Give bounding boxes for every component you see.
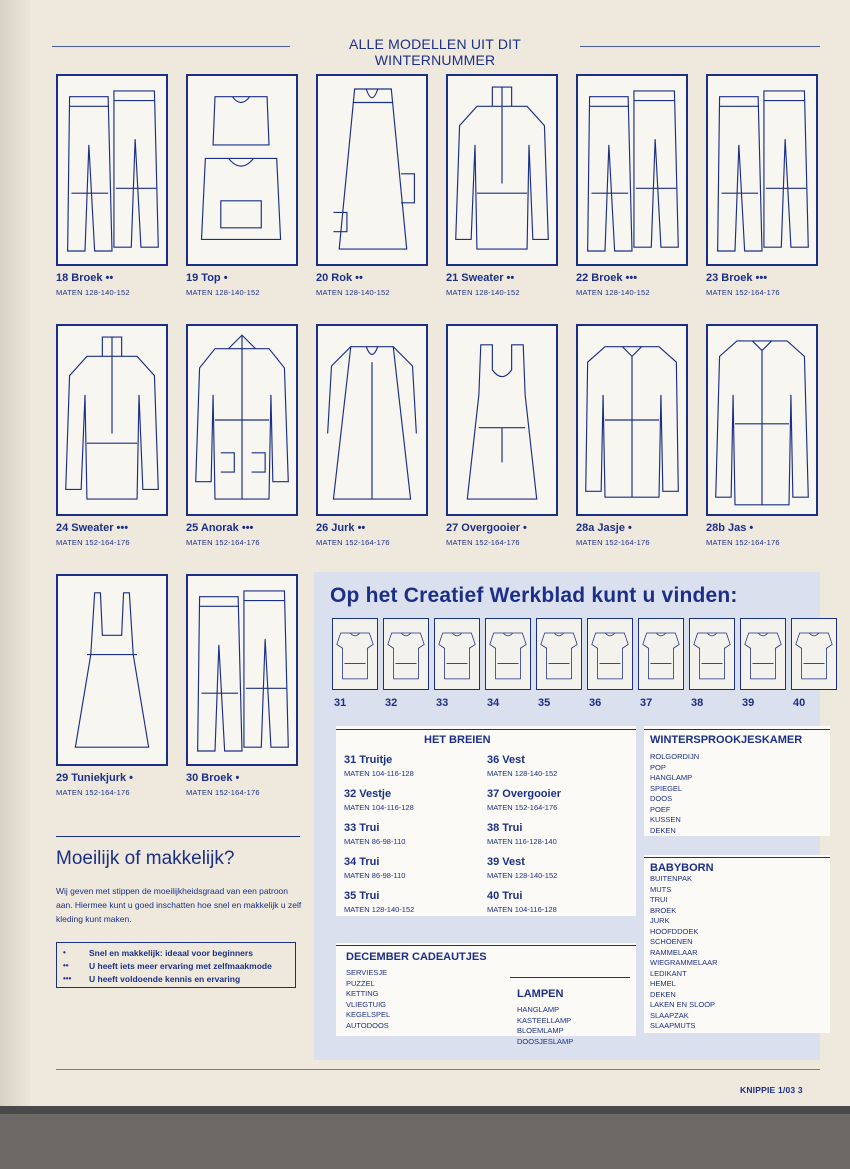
model-sizes: MATEN 128-140-152 [576, 288, 650, 297]
garment-icon [486, 619, 530, 689]
model-sketch [576, 324, 688, 516]
knit-pattern-name: 33 Trui [344, 822, 380, 834]
list-item: AUTODOOS [346, 1020, 389, 1030]
skirt-sketch-icon [318, 76, 426, 264]
creatief-number: 38 [691, 697, 704, 709]
legend-text: U heeft iets meer ervaring met zelfmaakmode [89, 961, 272, 971]
model-sizes: MATEN 152-164-176 [186, 538, 260, 547]
knit-pattern-name: 31 Truitje [344, 754, 393, 766]
garment-icon [537, 619, 581, 689]
model-label: 20 Rok •• [316, 272, 363, 284]
model-sketch [56, 574, 168, 766]
model-sizes: MATEN 152-164-176 [56, 788, 130, 797]
list-item: HANGLAMP [517, 1005, 560, 1014]
list-item: KASTEELLAMP [517, 1015, 572, 1025]
legend-row [57, 948, 297, 960]
knit-pattern-name: 37 Overgooier [487, 788, 561, 800]
garment-icon [588, 619, 632, 689]
knit-pattern-name: 32 Vestje [344, 788, 392, 800]
footer-rule [56, 1069, 820, 1070]
difficulty-legend [56, 942, 296, 988]
knit-pattern-sizes: MATEN 152-164-176 [487, 803, 558, 812]
model-label: 22 Broek ••• [576, 272, 638, 284]
model-label: 27 Overgooier • [446, 522, 527, 534]
breien-title: HET BREIEN [424, 734, 491, 746]
list-item: POP [650, 762, 666, 772]
trousers-sketch-icon [708, 76, 816, 264]
creatief-thumbnail [689, 618, 735, 690]
moeilijk-title: Moeilijk of makkelijk? [56, 848, 235, 869]
lampen-title: LAMPEN [517, 988, 564, 1000]
knit-pattern-name: 36 Vest [487, 754, 525, 766]
model-label: 24 Sweater ••• [56, 522, 129, 534]
trousers-sketch-icon [58, 76, 166, 264]
sweater-sketch-icon [448, 76, 556, 264]
list-item: HANGLAMP [650, 773, 693, 782]
knit-pattern-name: 39 Vest [487, 856, 525, 868]
creatief-number: 35 [538, 697, 551, 709]
creatief-number: 40 [793, 697, 806, 709]
model-sizes: MATEN 128-140-152 [446, 288, 520, 297]
list-item: BROEK [650, 905, 677, 915]
knit-pattern-sizes: MATEN 104-116-128 [487, 905, 557, 914]
anorak-sketch-icon [188, 326, 296, 514]
babyborn-rule [644, 857, 830, 858]
model-sketch [56, 74, 168, 266]
list-item: SPIEGEL [650, 783, 683, 793]
list-item: KUSSEN [650, 815, 681, 824]
list-item: HOOFDDOEK [650, 926, 699, 936]
list-item: PUZZEL [346, 978, 375, 988]
creatief-number: 33 [436, 697, 449, 709]
knit-pattern-sizes: MATEN 86-98-110 [344, 871, 406, 880]
model-label: 29 Tuniekjurk • [56, 772, 134, 784]
list-item: BLOEMLAMP [517, 1026, 564, 1035]
list-item: SLAAPMUTS [650, 1021, 696, 1030]
legend-row [57, 961, 297, 973]
model-label: 19 Top • [186, 272, 228, 284]
model-sketch [56, 324, 168, 516]
list-item: HEMEL [650, 979, 676, 988]
knit-pattern-sizes: MATEN 116-128-140 [487, 837, 557, 846]
knit-pattern-sizes: MATEN 86-98-110 [344, 837, 406, 846]
list-item: WIEGRAMMELAAR [650, 958, 718, 967]
creatief-number: 37 [640, 697, 653, 709]
moeilijk-rule [56, 836, 300, 837]
list-item: DEKEN [650, 989, 676, 999]
garment-icon [333, 619, 377, 689]
creatief-number: 34 [487, 697, 500, 709]
list-item: SERVIESJE [346, 968, 388, 977]
top-sketch-icon [188, 76, 296, 264]
trousers-sketch-icon [188, 576, 296, 764]
december-rule [336, 945, 636, 946]
creatief-number: 31 [334, 697, 347, 709]
list-item: BUITENPAK [650, 874, 692, 883]
list-item: DOOSJESLAMP [517, 1036, 574, 1046]
wintersprookjeskamer-title: WINTERSPROOKJESKAMER [650, 734, 803, 746]
creatief-number: 32 [385, 697, 398, 709]
creatief-thumbnail [332, 618, 378, 690]
knit-pattern-name: 34 Trui [344, 856, 380, 868]
model-label: 25 Anorak ••• [186, 522, 254, 534]
tunic-dress-sketch-icon [58, 576, 166, 764]
legend-text: Snel en makkelijk: ideaal voor beginners [89, 948, 253, 958]
garment-icon [792, 619, 836, 689]
knit-pattern-sizes: MATEN 128-140-152 [487, 769, 558, 778]
creatief-title: Op het Creatief Werkblad kunt u vinden: [330, 584, 738, 607]
lampen-rule [510, 977, 630, 978]
knit-pattern-name: 40 Trui [487, 890, 523, 902]
list-item: SCHOENEN [650, 937, 693, 946]
creatief-thumbnail [587, 618, 633, 690]
moeilijk-text: Wij geven met stippen de moeilijkheidsgraad van een patroon aan. Hiermee kunt u goed inschatten hoe snel en makkelijk u zelf kleding kunt maken. [56, 886, 302, 924]
pinafore-sketch-icon [448, 326, 556, 514]
list-item: LEDIKANT [650, 968, 687, 978]
list-item: MUTS [650, 884, 672, 894]
list-item: KETTING [346, 989, 379, 998]
model-sizes: MATEN 152-164-176 [576, 538, 650, 547]
model-sketch [186, 74, 298, 266]
list-item: DEKEN [650, 825, 676, 835]
model-sketch [706, 324, 818, 516]
breien-rule [336, 729, 636, 730]
model-sizes: MATEN 152-164-176 [186, 788, 260, 797]
legend-dots: •• [63, 961, 69, 970]
model-sketch [446, 74, 558, 266]
list-item: TRUI [650, 895, 668, 904]
list-item: RAMMELAAR [650, 947, 698, 957]
model-sketch [316, 324, 428, 516]
legend-row [57, 974, 297, 986]
model-sizes: MATEN 152-164-176 [56, 538, 130, 547]
header-rule-right [580, 46, 820, 47]
model-sketch [446, 324, 558, 516]
jacket-sketch-icon [578, 326, 686, 514]
model-sketch [576, 74, 688, 266]
model-sketch [186, 574, 298, 766]
model-label: 18 Broek •• [56, 272, 114, 284]
model-sizes: MATEN 128-140-152 [56, 288, 130, 297]
knit-pattern-name: 35 Trui [344, 890, 380, 902]
garment-icon [384, 619, 428, 689]
page-header-title: ALLE MODELLEN UIT DIT WINTERNUMMER [349, 36, 521, 68]
knit-pattern-sizes: MATEN 104-116-128 [344, 769, 414, 778]
knit-pattern-sizes: MATEN 104-116-128 [344, 803, 414, 812]
page-edge [0, 0, 30, 1110]
model-label: 28a Jasje • [576, 522, 632, 534]
garment-icon [639, 619, 683, 689]
creatief-thumbnail [791, 618, 837, 690]
model-sizes: MATEN 152-164-176 [706, 288, 780, 297]
creatief-thumbnail [383, 618, 429, 690]
model-label: 30 Broek • [186, 772, 240, 784]
creatief-thumbnail [638, 618, 684, 690]
wintersprookjeskamer-rule [644, 729, 830, 730]
trousers-sketch-icon [578, 76, 686, 264]
creatief-thumbnail [434, 618, 480, 690]
list-item: SLAAPZAK [650, 1010, 689, 1020]
model-sketch [706, 74, 818, 266]
coat-sketch-icon [708, 326, 816, 514]
list-item: KEGELSPEL [346, 1010, 391, 1019]
knit-pattern-sizes: MATEN 128-140-152 [487, 871, 558, 880]
creatief-thumbnail [485, 618, 531, 690]
list-item: LAKEN EN SLOOP [650, 1000, 716, 1009]
list-item: DOOS [650, 794, 673, 803]
model-label: 21 Sweater •• [446, 272, 515, 284]
december-title: DECEMBER CADEAUTJES [346, 951, 487, 963]
knit-pattern-sizes: MATEN 128-140-152 [344, 905, 415, 914]
dress-sketch-icon [318, 326, 426, 514]
legend-text: U heeft voldoende kennis en ervaring [89, 974, 241, 984]
list-item: JURK [650, 916, 670, 925]
garment-icon [435, 619, 479, 689]
model-sizes: MATEN 152-164-176 [446, 538, 520, 547]
garment-icon [690, 619, 734, 689]
model-sizes: MATEN 152-164-176 [706, 538, 780, 547]
sweater-sketch-icon [58, 326, 166, 514]
model-label: 23 Broek ••• [706, 272, 768, 284]
header-rule-left [52, 46, 290, 47]
footer-page-number: KNIPPIE 1/03 3 [740, 1085, 803, 1095]
model-sizes: MATEN 152-164-176 [316, 538, 390, 547]
creatief-thumbnail [536, 618, 582, 690]
model-label: 26 Jurk •• [316, 522, 366, 534]
model-label: 28b Jas • [706, 522, 754, 534]
babyborn-title: BABYBORN [650, 862, 714, 874]
list-item: VLIEGTUIG [346, 999, 387, 1009]
model-sketch [316, 74, 428, 266]
scan-bottom-band [0, 1106, 850, 1169]
list-item: POEF [650, 804, 671, 814]
scan-bottom-edge [0, 1106, 850, 1114]
model-sizes: MATEN 128-140-152 [186, 288, 260, 297]
model-sizes: MATEN 128-140-152 [316, 288, 390, 297]
legend-dots: ••• [63, 974, 72, 983]
creatief-thumbnail [740, 618, 786, 690]
model-sketch [186, 324, 298, 516]
knit-pattern-name: 38 Trui [487, 822, 523, 834]
legend-dots: • [63, 948, 66, 957]
list-item: ROLGORDIJN [650, 752, 700, 761]
creatief-number: 36 [589, 697, 602, 709]
creatief-number: 39 [742, 697, 755, 709]
garment-icon [741, 619, 785, 689]
